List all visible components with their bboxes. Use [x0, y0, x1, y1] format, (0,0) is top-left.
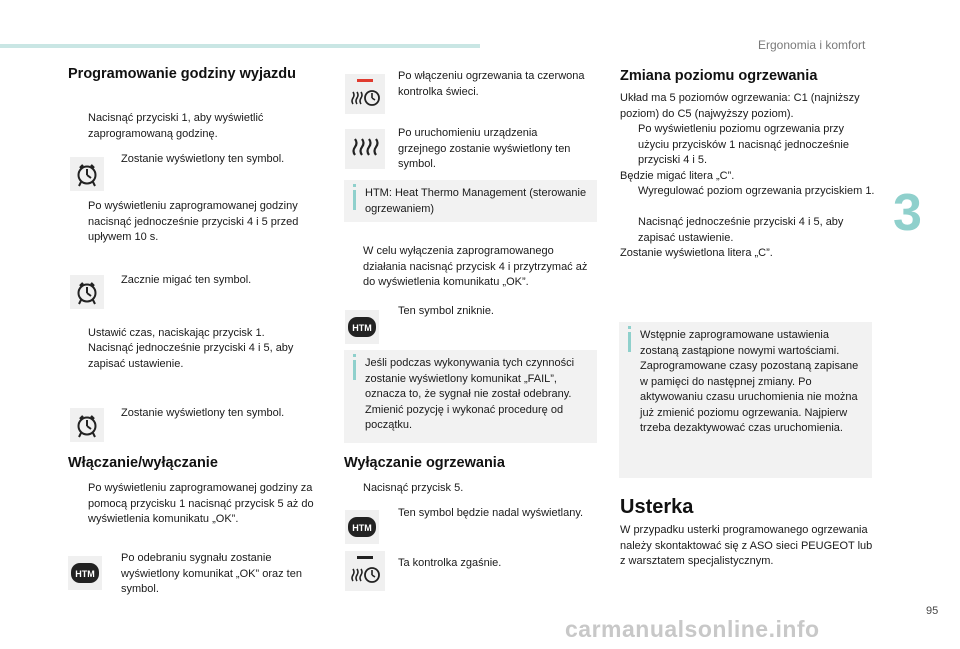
text-symbol-blinks: Zacznie migać ten symbol. — [121, 274, 252, 286]
section-title-zmiana: Zmiana poziomu ogrzewania — [620, 68, 818, 84]
svg-text:HTM: HTM — [352, 323, 372, 333]
section-title-programowanie: Programowanie godziny wyjazdu — [68, 66, 297, 82]
svg-text:HTM: HTM — [75, 569, 95, 579]
header-title: Ergonomia i komfort — [758, 38, 866, 52]
htm-icon — [345, 310, 379, 344]
list-item: Nacisnąć jednocześnie przyciski 4 i 5, aby zapisać ustawienie. — [88, 342, 294, 370]
text-ok-message: Po odebraniu sygnału zostanie wyświetlony komunikat „OK” oraz ten symbol. — [121, 552, 302, 595]
text-lamp-off: Ta kontrolka zgaśnie. — [398, 557, 502, 569]
paragraph-c-shown: Zostanie wyświetlona litera „C”. — [620, 247, 773, 259]
info-box-fail: Jeśli podczas wykonywania tych czynności zostanie wyświetlony komunikat „FAIL”, oznacza to, że sygnał nie został odebrany. Zmienić pozycję i wykonać procedurę od początku. — [344, 350, 597, 443]
text-symbol-displayed-2: Zostanie wyświetlony ten symbol. — [121, 407, 285, 419]
watermark: carmanualsonline.info — [565, 616, 820, 642]
section-title-wlaczanie: Włączanie/wyłączanie — [68, 455, 218, 471]
list-item: Po wyświetleniu zaprogramowanej godziny za pomocą przycisku 1 nacisnąć przycisk 5 aż do wyświetlenia komunikatu „OK”. — [88, 482, 314, 525]
text-heater-started: Po uruchomieniu urządzenia grzejnego zostanie wyświetlony ten symbol. — [398, 127, 571, 170]
info-box-htm: HTM: Heat Thermo Management (sterowanie ogrzewaniem) — [344, 180, 597, 222]
info-bar-icon — [353, 360, 356, 380]
list-item: Wyregulować poziom ogrzewania przyciskiem 1. — [638, 185, 875, 197]
text-symbol-displayed: Zostanie wyświetlony ten symbol. — [121, 153, 285, 165]
heater-indicator-icon — [345, 551, 385, 591]
page-number: 95 — [926, 605, 939, 617]
chapter-number: 3 — [893, 184, 922, 242]
list-item: W celu wyłączenia zaprogramowanego działania nacisnąć przycisk 4 i przytrzymać aż do wyświetlenia komunikatu „OK”. — [363, 245, 588, 288]
svg-text:HTM: HTM — [352, 523, 372, 533]
heater-indicator-icon — [345, 74, 385, 114]
text-lamp-on: Po włączeniu ogrzewania ta czerwona kontrolka świeci. — [398, 70, 585, 98]
paragraph-levels: Układ ma 5 poziomów ogrzewania: C1 (najniższy poziom) do C5 (najwyższy poziom). — [620, 92, 860, 120]
htm-icon — [68, 556, 102, 590]
paragraph-fault: W przypadku usterki programowanego ogrzewania należy skontaktować się z ASO sieci PEUGEOT lub z warsztatem specjalistycznym. — [620, 524, 873, 567]
info-bar-icon — [353, 190, 356, 210]
heat-waves-icon — [345, 129, 385, 169]
text-symbol-disappears: Ten symbol zniknie. — [398, 305, 494, 317]
info-bar-icon — [628, 332, 631, 352]
alarm-clock-icon — [70, 275, 104, 309]
list-item: Nacisnąć przycisk 5. — [363, 482, 464, 494]
list-item: Nacisnąć jednocześnie przyciski 4 i 5, aby zapisać ustawienie. — [638, 216, 844, 244]
htm-icon — [345, 510, 379, 544]
alarm-clock-icon — [70, 408, 104, 442]
paragraph-c-blinks: Będzie migać litera „C”. — [620, 170, 735, 182]
header-accent-bar — [0, 44, 480, 48]
list-item: Po wyświetleniu poziomu ogrzewania przy użyciu przycisków 1 nacisnąć jednocześnie przyciski 4 i 5. — [638, 123, 849, 166]
list-item: Po wyświetleniu zaprogramowanej godziny nacisnąć jednocześnie przyciski 4 i 5 przed upływem 10 s. — [88, 200, 299, 243]
list-item: Ustawić czas, naciskając przycisk 1. — [88, 327, 265, 339]
section-title-wylaczanie: Wyłączanie ogrzewania — [344, 455, 505, 471]
section-title-usterka: Usterka — [620, 496, 694, 518]
list-item: Nacisnąć przyciski 1, aby wyświetlić zaprogramowaną godzinę. — [88, 112, 264, 140]
text-symbol-still-shown: Ten symbol będzie nadal wyświetlany. — [398, 507, 584, 519]
info-box-preset: Wstępnie zaprogramowane ustawienia zostaną zastąpione nowymi wartościami. Zaprogramowane czasy pozostaną zapisane w pamięci do następnej zmiany. Po aktywowaniu czasu uruchomienia nie można już zmienić poziomu ogrzewania. Najpierw trzeba dezaktywować czas uruchomienia. — [619, 322, 872, 478]
alarm-clock-icon — [70, 157, 104, 191]
